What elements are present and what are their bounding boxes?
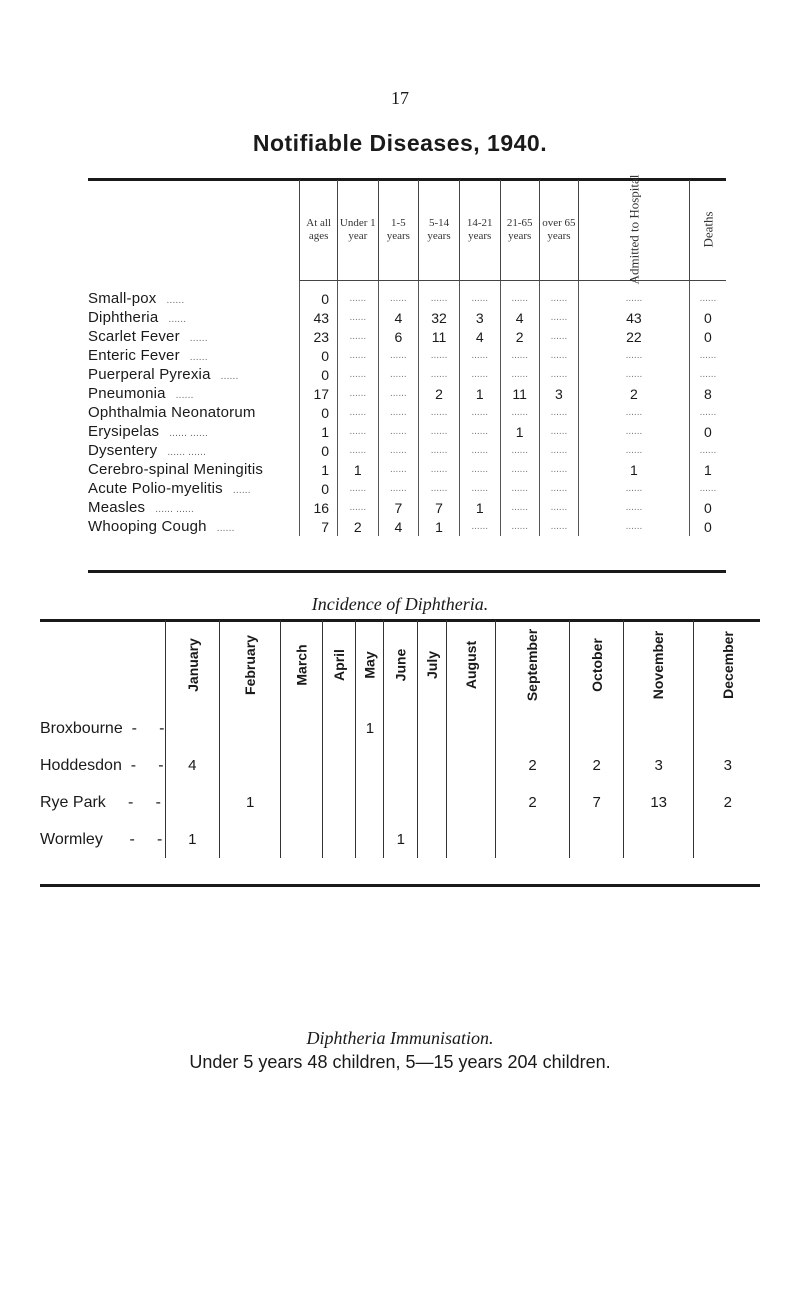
empty-cell: ...... xyxy=(500,289,539,308)
table-row xyxy=(88,365,726,384)
value-cell: 7 xyxy=(378,498,419,517)
empty-cell: ...... xyxy=(459,441,500,460)
value-cell: 8 xyxy=(689,384,726,403)
value-cell: 16 xyxy=(300,498,338,517)
page-title: Notifiable Diseases, 1940. xyxy=(252,130,548,156)
empty-cell: ...... xyxy=(500,498,539,517)
incidence-cell xyxy=(220,821,281,858)
value-cell: 0 xyxy=(300,403,338,422)
month-header-6 xyxy=(418,620,447,710)
empty-cell: ...... xyxy=(539,441,578,460)
disease-label: Acute Polio-myelitis xyxy=(88,480,223,497)
incidence-cell xyxy=(281,710,323,747)
table-row xyxy=(88,422,726,441)
value-cell: 3 xyxy=(459,308,500,327)
month-header-7 xyxy=(447,620,496,710)
incidence-bottom-rule xyxy=(40,884,760,887)
value-cell: 1 xyxy=(419,517,460,536)
empty-cell: ...... xyxy=(539,346,578,365)
empty-cell: ...... xyxy=(539,422,578,441)
month-label: June xyxy=(392,648,409,682)
value-cell: 3 xyxy=(539,384,578,403)
month-header-0 xyxy=(165,620,220,710)
header-col-0: At all ages xyxy=(300,180,338,281)
incidence-cell xyxy=(496,710,569,747)
empty-cell: ...... xyxy=(539,308,578,327)
incidence-cell xyxy=(496,821,569,858)
header-label: Deaths xyxy=(700,210,716,248)
value-cell: 0 xyxy=(689,498,726,517)
empty-cell: ...... xyxy=(459,365,500,384)
value-cell: 0 xyxy=(689,327,726,346)
incidence-row xyxy=(40,821,762,858)
value-cell: 1 xyxy=(300,460,338,479)
empty-cell: ...... xyxy=(689,346,726,365)
empty-cell: ...... xyxy=(338,479,378,498)
empty-cell: ...... xyxy=(378,365,419,384)
value-cell: 7 xyxy=(300,517,338,536)
empty-cell: ...... xyxy=(500,441,539,460)
value-cell: 17 xyxy=(300,384,338,403)
table-row xyxy=(88,441,726,460)
header-col-5: 21-65 years xyxy=(500,180,539,281)
empty-cell: ...... xyxy=(338,289,378,308)
value-cell: 0 xyxy=(300,365,338,384)
empty-cell: ...... xyxy=(419,289,460,308)
incidence-cell xyxy=(165,710,220,747)
empty-cell: ...... xyxy=(378,346,419,365)
empty-cell: ...... xyxy=(500,479,539,498)
header-district xyxy=(40,620,165,710)
disease-label: Measles xyxy=(88,499,146,516)
leader-dots: ...... xyxy=(189,333,208,344)
header-col-1: Under 1 year xyxy=(338,180,378,281)
month-label: April xyxy=(331,649,348,681)
month-label: January xyxy=(184,638,201,692)
incidence-cell: 1 xyxy=(356,710,384,747)
empty-cell: ...... xyxy=(338,422,378,441)
incidence-cell: 13 xyxy=(624,784,693,821)
leader-dots: ...... xyxy=(168,314,187,325)
disease-name xyxy=(88,384,300,403)
immunisation-title: Diphtheria Immunisation. xyxy=(306,1028,494,1048)
empty-cell: ...... xyxy=(378,422,419,441)
value-cell: 4 xyxy=(378,517,419,536)
incidence-cell xyxy=(323,747,356,784)
empty-cell: ...... xyxy=(419,460,460,479)
empty-cell: ...... xyxy=(378,289,419,308)
empty-cell: ...... xyxy=(539,460,578,479)
table-header-row xyxy=(88,180,726,281)
header-label: Admitted to Hospital xyxy=(626,174,642,284)
district-name: Broxbourne - - xyxy=(40,719,165,737)
header-col-2: 1-5 years xyxy=(378,180,419,281)
value-cell: 0 xyxy=(689,308,726,327)
incidence-cell: 1 xyxy=(384,821,418,858)
empty-cell: ...... xyxy=(500,460,539,479)
empty-cell: ...... xyxy=(338,308,378,327)
empty-cell: ...... xyxy=(539,498,578,517)
incidence-cell xyxy=(447,710,496,747)
value-cell: 43 xyxy=(300,308,338,327)
incidence-cell: 2 xyxy=(496,784,569,821)
table-row xyxy=(88,327,726,346)
header-disease xyxy=(88,180,300,281)
disease-name xyxy=(88,289,300,308)
diphtheria-incidence-table xyxy=(40,620,762,858)
leader-dots: ...... xyxy=(216,523,235,534)
empty-cell: ...... xyxy=(419,403,460,422)
month-header-10 xyxy=(624,620,693,710)
incidence-cell: 4 xyxy=(165,747,220,784)
district-name: Hoddesdon - - xyxy=(40,756,164,774)
header-col-4: 14-21 years xyxy=(459,180,500,281)
month-header-8 xyxy=(496,620,569,710)
incidence-cell: 2 xyxy=(496,747,569,784)
empty-cell: ...... xyxy=(459,289,500,308)
empty-cell: ...... xyxy=(579,517,690,536)
incidence-cell xyxy=(356,821,384,858)
value-cell: 1 xyxy=(500,422,539,441)
value-cell: 1 xyxy=(579,460,690,479)
value-cell: 1 xyxy=(459,498,500,517)
value-cell: 2 xyxy=(500,327,539,346)
empty-cell: ...... xyxy=(689,441,726,460)
empty-cell: ...... xyxy=(459,403,500,422)
empty-cell: ...... xyxy=(539,365,578,384)
empty-cell: ...... xyxy=(500,365,539,384)
disease-name xyxy=(88,479,300,498)
disease-label: Whooping Cough xyxy=(88,518,207,535)
incidence-cell xyxy=(323,710,356,747)
disease-name xyxy=(88,365,300,384)
empty-cell: ...... xyxy=(338,327,378,346)
empty-cell: ...... xyxy=(338,403,378,422)
table-row xyxy=(88,346,726,365)
empty-cell: ...... xyxy=(579,479,690,498)
table-row xyxy=(88,384,726,403)
incidence-cell xyxy=(384,784,418,821)
disease-label: Cerebro-spinal Meningitis xyxy=(88,461,264,478)
incidence-cell xyxy=(165,784,220,821)
empty-cell: ...... xyxy=(500,346,539,365)
table-body xyxy=(88,281,726,537)
incidence-cell xyxy=(281,821,323,858)
empty-cell: ...... xyxy=(459,422,500,441)
incidence-cell: 3 xyxy=(693,747,761,784)
month-label: May xyxy=(361,651,378,679)
incidence-cell xyxy=(418,710,447,747)
empty-cell: ...... xyxy=(579,365,690,384)
leader-dots: ...... xyxy=(220,371,239,382)
value-cell: 43 xyxy=(579,308,690,327)
value-cell: 2 xyxy=(419,384,460,403)
incidence-cell xyxy=(693,710,761,747)
value-cell: 0 xyxy=(300,346,338,365)
incidence-cell xyxy=(384,710,418,747)
empty-cell: ...... xyxy=(689,403,726,422)
incidence-cell xyxy=(418,747,447,784)
incidence-cell xyxy=(323,784,356,821)
disease-label: Dysentery xyxy=(88,442,158,459)
empty-cell: ...... xyxy=(419,479,460,498)
month-label: March xyxy=(293,644,310,686)
value-cell: 4 xyxy=(500,308,539,327)
empty-cell: ...... xyxy=(689,479,726,498)
month-header-5 xyxy=(384,620,418,710)
incidence-cell: 3 xyxy=(624,747,693,784)
incidence-cell xyxy=(356,784,384,821)
table-row xyxy=(88,289,726,308)
empty-cell: ...... xyxy=(419,422,460,441)
header-col-7 xyxy=(579,174,690,284)
disease-label: Small-pox xyxy=(88,290,157,307)
value-cell: 11 xyxy=(419,327,460,346)
empty-cell: ...... xyxy=(579,422,690,441)
table-row xyxy=(88,403,726,422)
incidence-cell xyxy=(624,710,693,747)
empty-cell: ...... xyxy=(579,498,690,517)
value-cell: 2 xyxy=(579,384,690,403)
incidence-cell: 2 xyxy=(693,784,761,821)
month-header-4 xyxy=(356,620,384,710)
empty-cell: ...... xyxy=(338,441,378,460)
value-cell: 7 xyxy=(419,498,460,517)
disease-name xyxy=(88,441,300,460)
disease-name xyxy=(88,308,300,327)
disease-label: Ophthalmia Neonatorum xyxy=(88,404,256,421)
empty-cell: ...... xyxy=(579,289,690,308)
empty-cell: ...... xyxy=(500,517,539,536)
month-header-1 xyxy=(220,620,281,710)
incidence-cell xyxy=(418,784,447,821)
empty-cell: ...... xyxy=(419,365,460,384)
disease-label: Diphtheria xyxy=(88,309,159,326)
month-label: July xyxy=(424,650,441,680)
empty-cell: ...... xyxy=(419,441,460,460)
header-col-6: over 65 years xyxy=(539,180,578,281)
empty-cell: ...... xyxy=(539,403,578,422)
empty-cell: ...... xyxy=(579,403,690,422)
incidence-body xyxy=(40,710,762,858)
leader-dots: ...... xyxy=(175,390,194,401)
incidence-cell xyxy=(418,821,447,858)
empty-cell: ...... xyxy=(459,517,500,536)
month-header-11 xyxy=(693,620,761,710)
district-name: Rye Park - - xyxy=(40,793,161,811)
incidence-cell: 7 xyxy=(569,784,624,821)
empty-cell: ...... xyxy=(378,441,419,460)
incidence-cell xyxy=(281,784,323,821)
header-col-8 xyxy=(689,180,726,281)
disease-label: Puerperal Pyrexia xyxy=(88,366,211,383)
value-cell: 1 xyxy=(459,384,500,403)
value-cell: 1 xyxy=(689,460,726,479)
empty-cell: ...... xyxy=(500,403,539,422)
empty-cell: ...... xyxy=(378,460,419,479)
disease-name xyxy=(88,460,300,479)
incidence-cell xyxy=(281,747,323,784)
leader-dots: ...... ...... xyxy=(155,504,194,515)
incidence-cell xyxy=(384,747,418,784)
incidence-cell: 1 xyxy=(165,821,220,858)
empty-cell: ...... xyxy=(689,289,726,308)
empty-cell: ...... xyxy=(459,479,500,498)
value-cell: 0 xyxy=(300,441,338,460)
leader-dots: ...... xyxy=(189,352,208,363)
disease-name xyxy=(88,517,300,536)
value-cell: 4 xyxy=(378,308,419,327)
disease-label: Scarlet Fever xyxy=(88,328,180,345)
value-cell: 4 xyxy=(459,327,500,346)
table-row xyxy=(88,517,726,536)
month-header-9 xyxy=(569,620,624,710)
incidence-cell xyxy=(220,710,281,747)
incidence-cell xyxy=(323,821,356,858)
disease-name xyxy=(88,403,300,422)
disease-label: Pneumonia xyxy=(88,385,166,402)
incidence-row xyxy=(40,710,762,747)
district-name: Wormley - - xyxy=(40,830,163,848)
incidence-cell xyxy=(569,710,624,747)
page-number: 17 xyxy=(391,88,409,108)
month-label: August xyxy=(463,640,480,690)
value-cell: 1 xyxy=(338,460,378,479)
month-header-3 xyxy=(323,620,356,710)
disease-name xyxy=(88,498,300,517)
value-cell: 22 xyxy=(579,327,690,346)
incidence-header-row xyxy=(40,620,762,710)
empty-cell: ...... xyxy=(579,346,690,365)
leader-dots: ...... xyxy=(232,485,251,496)
month-label: December xyxy=(719,631,736,699)
empty-cell: ...... xyxy=(579,441,690,460)
disease-name xyxy=(88,422,300,441)
empty-cell: ...... xyxy=(338,346,378,365)
incidence-cell xyxy=(356,747,384,784)
empty-cell: ...... xyxy=(539,517,578,536)
incidence-cell xyxy=(569,821,624,858)
leader-dots: ...... ...... xyxy=(167,447,207,458)
incidence-cell xyxy=(447,747,496,784)
value-cell: 0 xyxy=(300,289,338,308)
empty-cell: ...... xyxy=(539,479,578,498)
empty-cell: ...... xyxy=(459,460,500,479)
empty-cell: ...... xyxy=(539,289,578,308)
empty-cell: ...... xyxy=(378,479,419,498)
empty-cell: ...... xyxy=(689,365,726,384)
empty-cell: ...... xyxy=(338,498,378,517)
disease-label: Erysipelas xyxy=(88,423,160,440)
incidence-cell: 2 xyxy=(569,747,624,784)
incidence-cell xyxy=(220,747,281,784)
disease-name xyxy=(88,346,300,365)
empty-cell: ...... xyxy=(539,327,578,346)
table-row xyxy=(88,308,726,327)
empty-cell: ...... xyxy=(378,403,419,422)
month-label: February xyxy=(242,635,259,695)
empty-cell: ...... xyxy=(338,384,378,403)
value-cell: 23 xyxy=(300,327,338,346)
month-label: October xyxy=(588,638,605,692)
mid-rule xyxy=(88,570,726,573)
month-label: September xyxy=(524,628,541,702)
incidence-row xyxy=(40,747,762,784)
value-cell: 2 xyxy=(338,517,378,536)
immunisation-text: Under 5 years 48 children, 5—15 years 204 children. xyxy=(189,1052,611,1072)
leader-dots: ...... xyxy=(166,295,185,306)
incidence-row xyxy=(40,784,762,821)
value-cell: 1 xyxy=(300,422,338,441)
empty-cell: ...... xyxy=(419,346,460,365)
incidence-cell xyxy=(447,784,496,821)
disease-label: Enteric Fever xyxy=(88,347,180,364)
table-row xyxy=(88,479,726,498)
disease-name xyxy=(88,327,300,346)
value-cell: 0 xyxy=(300,479,338,498)
value-cell: 0 xyxy=(689,517,726,536)
month-label: November xyxy=(650,630,667,700)
incidence-cell: 1 xyxy=(220,784,281,821)
month-header-2 xyxy=(281,620,323,710)
value-cell: 32 xyxy=(419,308,460,327)
header-col-3: 5-14 years xyxy=(419,180,460,281)
notifiable-diseases-table xyxy=(88,174,726,536)
empty-cell: ...... xyxy=(459,346,500,365)
value-cell: 6 xyxy=(378,327,419,346)
incidence-cell xyxy=(447,821,496,858)
incidence-cell xyxy=(693,821,761,858)
table-row xyxy=(88,498,726,517)
value-cell: 11 xyxy=(500,384,539,403)
incidence-cell xyxy=(624,821,693,858)
value-cell: 0 xyxy=(689,422,726,441)
empty-cell: ...... xyxy=(338,365,378,384)
incidence-title: Incidence of Diphtheria. xyxy=(311,594,489,614)
table-row xyxy=(88,460,726,479)
empty-cell: ...... xyxy=(378,384,419,403)
leader-dots: ...... ...... xyxy=(169,428,208,439)
